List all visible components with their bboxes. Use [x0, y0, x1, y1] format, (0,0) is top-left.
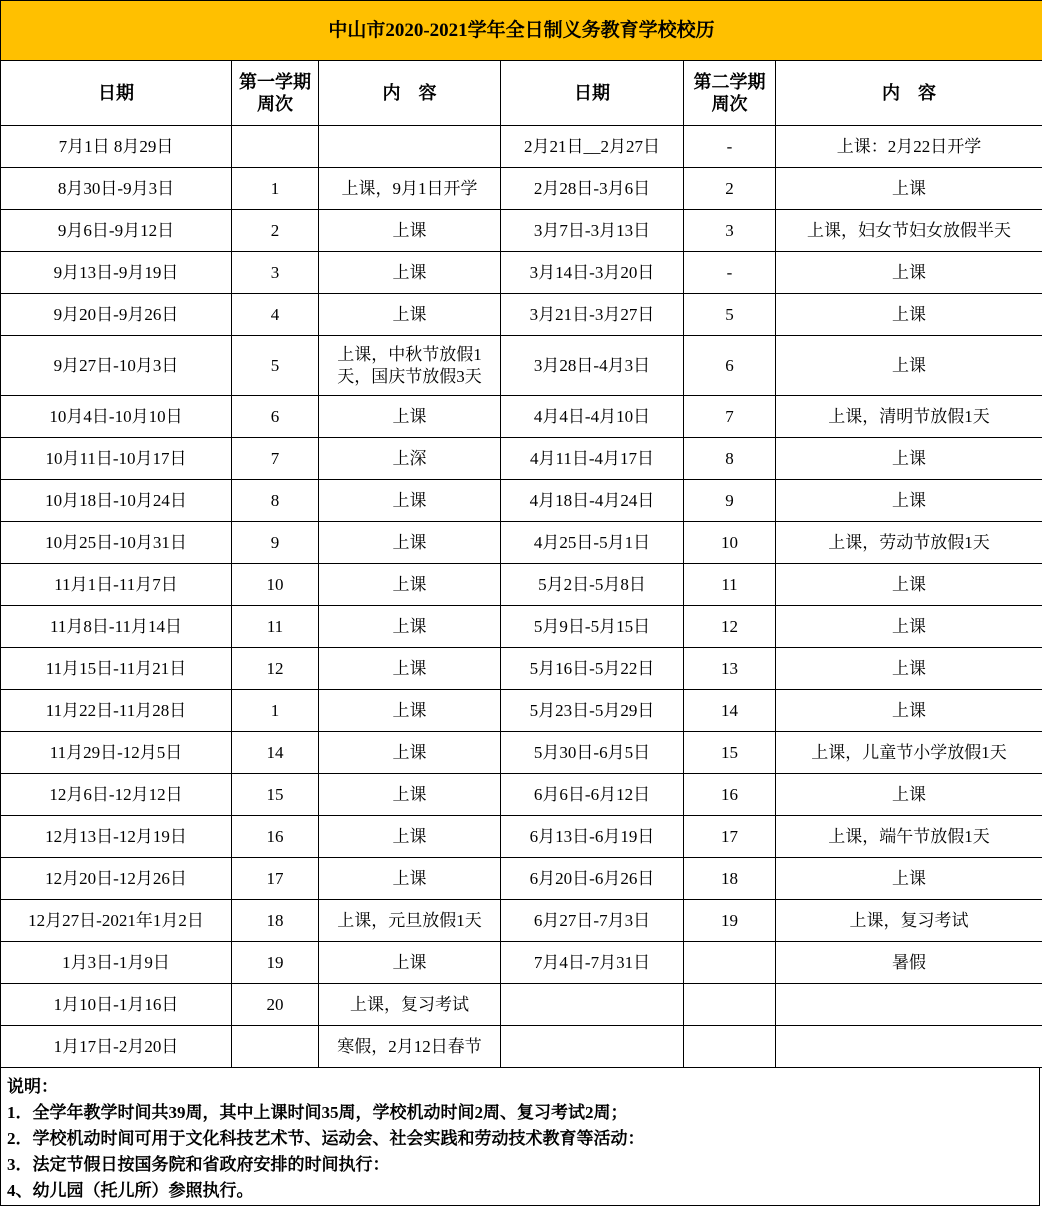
- cell-date-1: 10月18日-10月24日: [1, 480, 232, 522]
- cell-week-1: 15: [232, 774, 319, 816]
- cell-content-1: 上课: [319, 210, 501, 252]
- table-row: [1, 522, 1042, 564]
- cell-date-1: 11月29日-12月5日: [1, 732, 232, 774]
- table-row: [1, 564, 1042, 606]
- cell-content-2: 上课，复习考试: [776, 900, 1042, 942]
- table-row: [1, 732, 1042, 774]
- cell-date-1: 11月1日-11月7日: [1, 564, 232, 606]
- cell-week-1: 7: [232, 438, 319, 480]
- cell-week-1: 1: [232, 690, 319, 732]
- cell-content-1: 上课: [319, 294, 501, 336]
- cell-content-2: 上课，劳动节放假1天: [776, 522, 1042, 564]
- cell-date-2: 4月11日-4月17日: [501, 438, 684, 480]
- cell-date-2: 6月13日-6月19日: [501, 816, 684, 858]
- cell-content-2: 上课: [776, 858, 1042, 900]
- cell-date-2: 5月9日-5月15日: [501, 606, 684, 648]
- header-date-2: 日期: [501, 61, 684, 126]
- table-row: [1, 438, 1042, 480]
- cell-week-1: 4: [232, 294, 319, 336]
- cell-content-1: 上课: [319, 606, 501, 648]
- cell-week-1: 18: [232, 900, 319, 942]
- cell-content-1: 上课: [319, 732, 501, 774]
- cell-date-2: 5月23日-5月29日: [501, 690, 684, 732]
- page-title: 中山市2020-2021学年全日制义务教育学校校历: [1, 1, 1042, 61]
- cell-week-1: 9: [232, 522, 319, 564]
- cell-week-1: 8: [232, 480, 319, 522]
- notes-section: [0, 1068, 1040, 1206]
- cell-content-2: 上课: [776, 336, 1042, 396]
- cell-week-1: 20: [232, 984, 319, 1026]
- cell-date-1: 12月20日-12月26日: [1, 858, 232, 900]
- cell-week-1: 11: [232, 606, 319, 648]
- cell-week-2: 2: [684, 168, 776, 210]
- cell-content-2: 上课: [776, 606, 1042, 648]
- table-row: [1, 252, 1042, 294]
- cell-content-1: 上课: [319, 396, 501, 438]
- cell-content-1: 上课，9月1日开学: [319, 168, 501, 210]
- cell-content-1: 上课: [319, 648, 501, 690]
- cell-date-1: 10月25日-10月31日: [1, 522, 232, 564]
- cell-content-1: 上深: [319, 438, 501, 480]
- cell-date-2: 4月18日-4月24日: [501, 480, 684, 522]
- cell-date-1: 8月30日-9月3日: [1, 168, 232, 210]
- cell-content-2: [776, 1026, 1042, 1068]
- cell-content-2: 上课，儿童节小学放假1天: [776, 732, 1042, 774]
- cell-content-2: 上课: [776, 564, 1042, 606]
- cell-week-2: 11: [684, 564, 776, 606]
- cell-week-2: 6: [684, 336, 776, 396]
- cell-content-2: 上课: [776, 294, 1042, 336]
- cell-date-2: 4月4日-4月10日: [501, 396, 684, 438]
- cell-content-2: 上课：2月22日开学: [776, 126, 1042, 168]
- table-row: [1, 126, 1042, 168]
- table-row: [1, 336, 1042, 396]
- table-row: [1, 774, 1042, 816]
- cell-week-2: 10: [684, 522, 776, 564]
- cell-week-2: 18: [684, 858, 776, 900]
- cell-week-2: 17: [684, 816, 776, 858]
- cell-content-1: 上课，元旦放假1天: [319, 900, 501, 942]
- table-row: [1, 294, 1042, 336]
- cell-date-2: 6月27日-7月3日: [501, 900, 684, 942]
- table-row: [1, 690, 1042, 732]
- cell-week-1: 5: [232, 336, 319, 396]
- cell-date-2: [501, 1026, 684, 1068]
- cell-date-2: [501, 984, 684, 1026]
- header-content-2: 内 容: [776, 61, 1042, 126]
- cell-content-2: 上课: [776, 168, 1042, 210]
- cell-date-1: 12月27日-2021年1月2日: [1, 900, 232, 942]
- cell-content-2: 上课: [776, 690, 1042, 732]
- cell-date-1: 7月1日 8月29日: [1, 126, 232, 168]
- cell-content-1: 上课，复习考试: [319, 984, 501, 1026]
- note-item: 4、幼儿园（托儿所）参照执行。: [7, 1181, 254, 1200]
- cell-week-1: [232, 1026, 319, 1068]
- cell-date-1: 12月13日-12月19日: [1, 816, 232, 858]
- cell-date-2: 6月20日-6月26日: [501, 858, 684, 900]
- table-row: [1, 1026, 1042, 1068]
- cell-week-2: 5: [684, 294, 776, 336]
- cell-content-2: 上课: [776, 774, 1042, 816]
- cell-date-1: 11月22日-11月28日: [1, 690, 232, 732]
- cell-week-2: 8: [684, 438, 776, 480]
- cell-date-2: 3月21日-3月27日: [501, 294, 684, 336]
- cell-week-2: 9: [684, 480, 776, 522]
- cell-date-1: 9月6日-9月12日: [1, 210, 232, 252]
- table-row: [1, 648, 1042, 690]
- cell-date-2: 3月28日-4月3日: [501, 336, 684, 396]
- cell-date-1: 11月15日-11月21日: [1, 648, 232, 690]
- table-row: [1, 816, 1042, 858]
- cell-date-2: 7月4日-7月31日: [501, 942, 684, 984]
- table-row: [1, 210, 1042, 252]
- cell-week-2: [684, 984, 776, 1026]
- cell-week-1: 10: [232, 564, 319, 606]
- cell-date-2: 3月7日-3月13日: [501, 210, 684, 252]
- cell-date-2: 5月16日-5月22日: [501, 648, 684, 690]
- cell-date-1: 9月13日-9月19日: [1, 252, 232, 294]
- cell-date-2: 4月25日-5月1日: [501, 522, 684, 564]
- notes-heading: 说明：: [7, 1077, 58, 1096]
- header-week-1: 第一学期周次: [232, 61, 319, 126]
- cell-content-1: 上课，中秋节放假1天，国庆节放假3天: [319, 336, 501, 396]
- title-row: [1, 1, 1042, 61]
- cell-week-1: [232, 126, 319, 168]
- header-row: [1, 61, 1042, 126]
- cell-content-2: 上课，清明节放假1天: [776, 396, 1042, 438]
- cell-week-1: 1: [232, 168, 319, 210]
- cell-week-2: 7: [684, 396, 776, 438]
- cell-week-1: 12: [232, 648, 319, 690]
- cell-content-2: 上课: [776, 480, 1042, 522]
- cell-week-2: 3: [684, 210, 776, 252]
- cell-date-1: 12月6日-12月12日: [1, 774, 232, 816]
- cell-date-1: 10月4日-10月10日: [1, 396, 232, 438]
- cell-week-2: 14: [684, 690, 776, 732]
- cell-week-2: -: [684, 252, 776, 294]
- cell-week-2: [684, 942, 776, 984]
- cell-week-2: 16: [684, 774, 776, 816]
- cell-date-2: 6月6日-6月12日: [501, 774, 684, 816]
- cell-date-1: 11月8日-11月14日: [1, 606, 232, 648]
- cell-content-1: 上课: [319, 942, 501, 984]
- cell-content-1: 上课: [319, 858, 501, 900]
- cell-content-2: 上课: [776, 648, 1042, 690]
- cell-week-1: 6: [232, 396, 319, 438]
- cell-content-1: 上课: [319, 564, 501, 606]
- cell-content-1: 上课: [319, 774, 501, 816]
- table-row: [1, 606, 1042, 648]
- cell-content-1: 寒假，2月12日春节: [319, 1026, 501, 1068]
- cell-date-2: 2月28日-3月6日: [501, 168, 684, 210]
- note-item: 3．法定节假日按国务院和省政府安排的时间执行：: [7, 1155, 390, 1174]
- cell-content-2: 上课，妇女节妇女放假半天: [776, 210, 1042, 252]
- header-content-1: 内 容: [319, 61, 501, 126]
- cell-content-2: 上课: [776, 438, 1042, 480]
- cell-week-1: 2: [232, 210, 319, 252]
- cell-date-2: 3月14日-3月20日: [501, 252, 684, 294]
- cell-date-1: 1月17日-2月20日: [1, 1026, 232, 1068]
- table-row: [1, 900, 1042, 942]
- note-item: 1．全学年教学时间共39周，其中上课时间35周，学校机动时间2周、复习考试2周；: [7, 1103, 628, 1122]
- cell-date-2: 2月21日__2月27日: [501, 126, 684, 168]
- cell-week-2: 19: [684, 900, 776, 942]
- note-item: 2．学校机动时间可用于文化科技艺术节、运动会、社会实践和劳动技术教育等活动：: [7, 1129, 645, 1148]
- cell-date-2: 5月2日-5月8日: [501, 564, 684, 606]
- table-row: [1, 168, 1042, 210]
- cell-week-2: [684, 1026, 776, 1068]
- table-row: [1, 858, 1042, 900]
- cell-date-1: 1月3日-1月9日: [1, 942, 232, 984]
- cell-week-1: 14: [232, 732, 319, 774]
- cell-date-1: 1月10日-1月16日: [1, 984, 232, 1026]
- cell-content-2: 上课，端午节放假1天: [776, 816, 1042, 858]
- cell-week-1: 17: [232, 858, 319, 900]
- cell-date-1: 10月11日-10月17日: [1, 438, 232, 480]
- cell-date-2: 5月30日-6月5日: [501, 732, 684, 774]
- cell-content-2: [776, 984, 1042, 1026]
- cell-content-1: 上课: [319, 522, 501, 564]
- cell-content-1: 上课: [319, 252, 501, 294]
- cell-content-1: 上课: [319, 480, 501, 522]
- header-week-2: 第二学期周次: [684, 61, 776, 126]
- cell-content-1: [319, 126, 501, 168]
- table-row: [1, 984, 1042, 1026]
- cell-date-1: 9月27日-10月3日: [1, 336, 232, 396]
- table-row: [1, 942, 1042, 984]
- table-row: [1, 396, 1042, 438]
- cell-week-2: 15: [684, 732, 776, 774]
- cell-content-1: 上课: [319, 690, 501, 732]
- header-date-1: 日期: [1, 61, 232, 126]
- cell-week-1: 16: [232, 816, 319, 858]
- cell-week-2: -: [684, 126, 776, 168]
- cell-week-2: 13: [684, 648, 776, 690]
- cell-date-1: 9月20日-9月26日: [1, 294, 232, 336]
- table-row: [1, 480, 1042, 522]
- cell-week-1: 3: [232, 252, 319, 294]
- cell-content-2: 上课: [776, 252, 1042, 294]
- cell-week-1: 19: [232, 942, 319, 984]
- cell-content-1: 上课: [319, 816, 501, 858]
- cell-week-2: 12: [684, 606, 776, 648]
- cell-content-2: 暑假: [776, 942, 1042, 984]
